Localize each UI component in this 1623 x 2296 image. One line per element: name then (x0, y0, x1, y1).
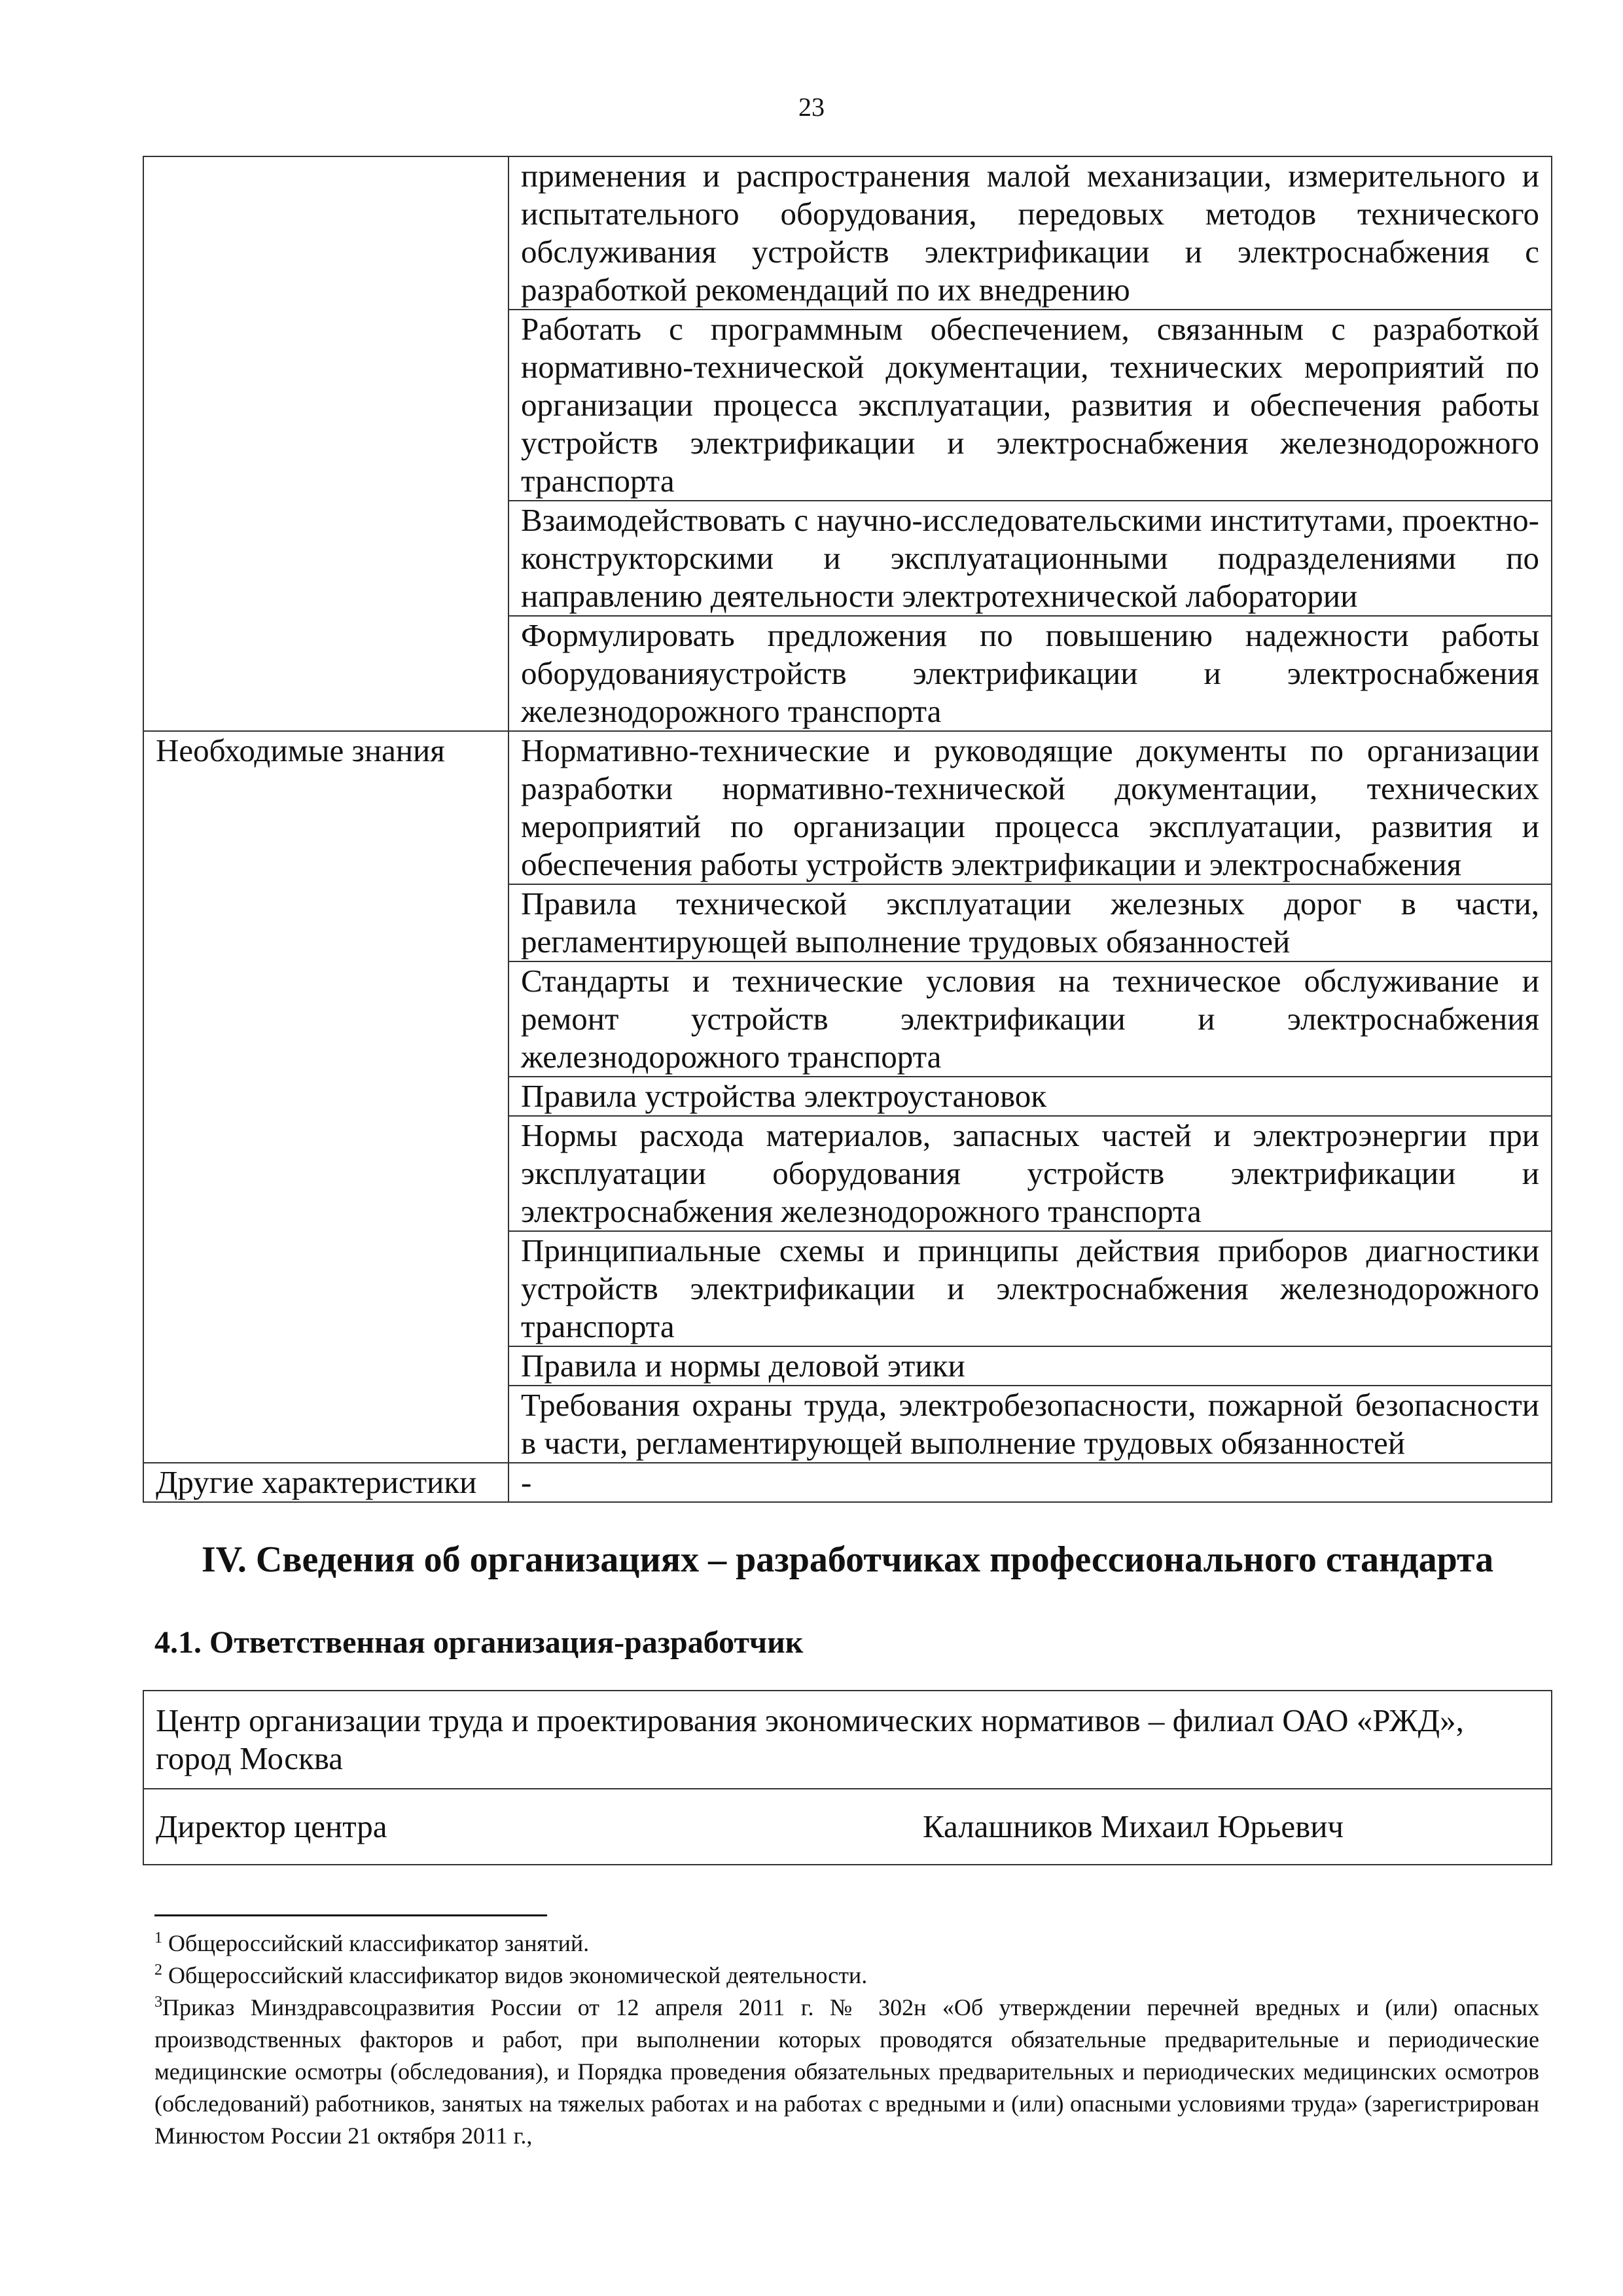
knowledge-cell: Правила устройства электроустановок (508, 1077, 1552, 1116)
signatory-cell (143, 1789, 1552, 1865)
knowledge-cell: Требования охраны труда, электробезопасности, пожарной безопасности в части, регламентирующей выполнение трудовых обязанностей (508, 1386, 1552, 1463)
table-row (143, 1789, 1552, 1865)
requirement-cell: Работать с программным обеспечением, связанным с разработкой нормативно-технической документации, технических мероприятий по организации процесса эксплуатации, развития и обеспечения работы устройств электрификации и электроснабжения железнодорожного транспорта (508, 310, 1552, 501)
subsection-heading: 4.1. Ответственная организация-разработчик (154, 1625, 804, 1660)
footnote-item (154, 1992, 1539, 2152)
table-row (143, 1691, 1552, 1789)
requirement-cell: применения и распространения малой механизации, измерительного и испытательного оборудования, передовых методов технического обслуживания устройств электрификации и электроснабжения с разработкой рекомендаций по их внедрению (508, 156, 1552, 310)
footnote-item (154, 1928, 1539, 1960)
footnote-item (154, 1960, 1539, 1992)
row-label-other: Другие характеристики (143, 1463, 508, 1502)
footnote-divider (154, 1914, 547, 1916)
footnote-mark: 3 (154, 1994, 162, 2011)
footnote-mark: 2 (154, 1962, 162, 1979)
requirements-table (143, 156, 1552, 1503)
requirement-cell: Формулировать предложения по повышению надежности работы оборудованияустройств электрификации и электроснабжения железнодорожного транспорта (508, 616, 1552, 731)
table-row (143, 731, 1552, 884)
row-label-empty (143, 156, 508, 731)
signatory-name: Калашников Михаил Юрьевич (923, 1808, 1344, 1844)
knowledge-cell: Правила технической эксплуатации железных дорог в части, регламентирующей выполнение трудовых обязанностей (508, 884, 1552, 961)
footnotes (154, 1928, 1539, 2152)
row-label-knowledge: Необходимые знания (143, 731, 508, 1463)
requirement-cell: Взаимодействовать с научно-исследовательскими институтами, проектно-конструкторскими и эксплуатационными подразделениями по направлению деятельности электротехнической лаборатории (508, 501, 1552, 616)
organization-table (143, 1690, 1552, 1865)
signatory-position: Директор центра (156, 1808, 387, 1844)
footnote-text: Общероссийский классификатор видов экономической деятельности. (162, 1962, 868, 1988)
footnote-text: Приказ Минздравсоцразвития России от 12 апреля 2011 г. № 302н «Об утверждении перечней вредных и (или) опасных производственных факторов и работ, при выполнении которых проводятся обязательные предварительные и периодические медицинские осмотры (обследования), и Порядка проведения обязательных предварительных и периодических медицинских осмотров (обследований) работников, занятых на тяжелых работах и на работах с вредными и (или) опасными условиями труда» (зарегистрирован Минюстом России 21 октября 2011 г., (154, 1994, 1539, 2149)
table-row (143, 156, 1552, 310)
knowledge-cell: Нормы расхода материалов, запасных частей и электроэнергии при эксплуатации оборудования устройств электрификации и электроснабжения железнодорожного транспорта (508, 1116, 1552, 1231)
footnote-text: Общероссийский классификатор занятий. (162, 1930, 590, 1956)
other-cell: - (508, 1463, 1552, 1502)
page-number: 23 (798, 92, 825, 122)
knowledge-cell: Правила и нормы деловой этики (508, 1346, 1552, 1386)
section-heading: IV. Сведения об организациях – разработчиках профессионального стандарта (201, 1539, 1494, 1580)
table-row (143, 1463, 1552, 1502)
knowledge-cell: Принципиальные схемы и принципы действия приборов диагностики устройств электрификации и электроснабжения железнодорожного транспорта (508, 1231, 1552, 1346)
organization-name: Центр организации труда и проектирования экономических нормативов – филиал ОАО «РЖД», город Москва (143, 1691, 1552, 1789)
knowledge-cell: Нормативно-технические и руководящие документы по организации разработки нормативно-технической документации, технических мероприятий по организации процесса эксплуатации, развития и обеспечения работы устройств электрификации и электроснабжения (508, 731, 1552, 884)
knowledge-cell: Стандарты и технические условия на техническое обслуживание и ремонт устройств электрификации и электроснабжения железнодорожного транспорта (508, 961, 1552, 1077)
footnote-mark: 1 (154, 1929, 162, 1946)
